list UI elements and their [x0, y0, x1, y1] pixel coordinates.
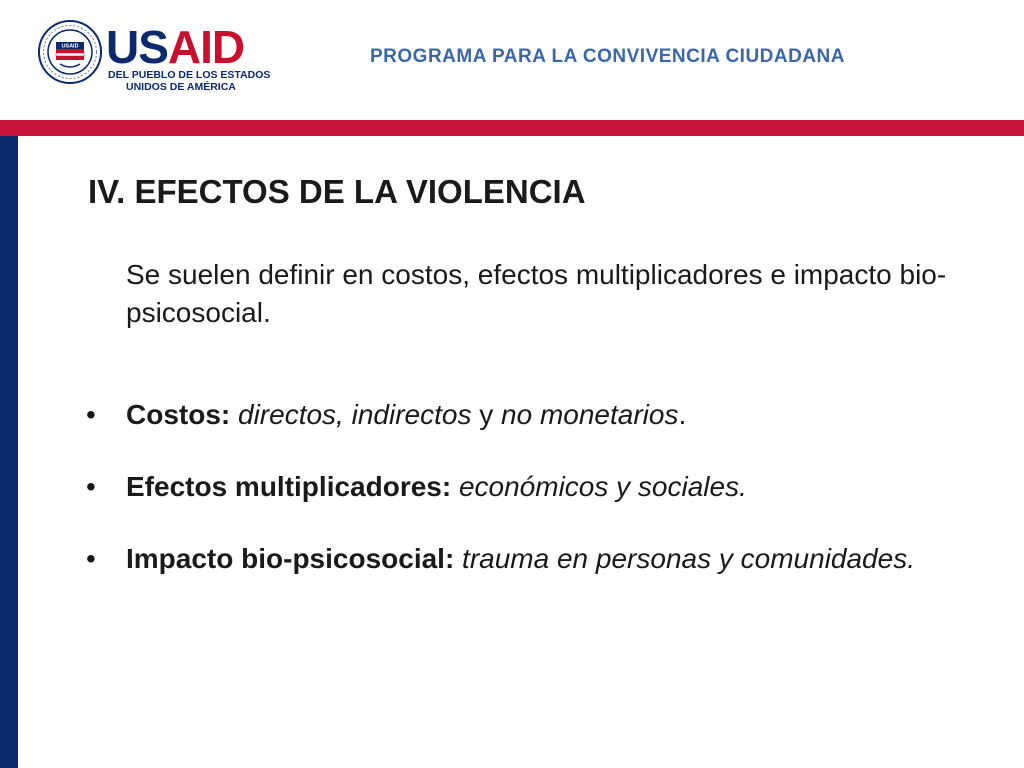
navy-side-bar	[0, 136, 18, 768]
program-title: PROGRAMA PARA LA CONVIVENCIA CIUDADANA	[370, 46, 845, 67]
bullet-text: directos, indirectos	[230, 399, 472, 430]
bullet-text: .	[678, 399, 687, 430]
bullet-impacto-bio-psicosocial	[86, 540, 946, 578]
bullet-label: Efectos multiplicadores:	[126, 471, 452, 502]
bullet-text: trauma en personas y comunidades.	[454, 543, 915, 574]
bullet-label: Impacto bio-psicosocial:	[126, 543, 455, 574]
bullet-text: no monetarios	[501, 399, 679, 430]
red-header-bar	[0, 120, 1024, 136]
intro-paragraph: Se suelen definir en costos, efectos multiplicadores e impacto bio-psicosocial.	[126, 259, 947, 328]
bullet-symbol: •	[86, 399, 96, 430]
usaid-seal-icon	[38, 20, 102, 84]
slide-title: IV. EFECTOS DE LA VIOLENCIA	[88, 173, 586, 210]
bullet-text: económicos y sociales.	[451, 471, 747, 502]
bullet-symbol: •	[86, 543, 96, 574]
bullet-costos	[86, 396, 946, 434]
bullet-efectos-multiplicadores	[86, 468, 946, 506]
usaid-logo-subtitle-line2: UNIDOS DE AMÉRICA	[126, 81, 236, 93]
seal-text: USAID	[61, 43, 79, 50]
bullet-text: y	[471, 399, 502, 430]
bullet-symbol: •	[86, 471, 96, 502]
usaid-logo-aid: AID	[167, 21, 245, 73]
bullet-list	[86, 396, 946, 612]
header	[0, 0, 1024, 118]
usaid-logo-wordmark	[106, 21, 245, 73]
usaid-logo-subtitle-line1: DEL PUEBLO DE LOS ESTADOS	[108, 69, 271, 81]
usaid-logo-us: US	[106, 21, 168, 73]
bullet-label: Costos:	[126, 399, 231, 430]
